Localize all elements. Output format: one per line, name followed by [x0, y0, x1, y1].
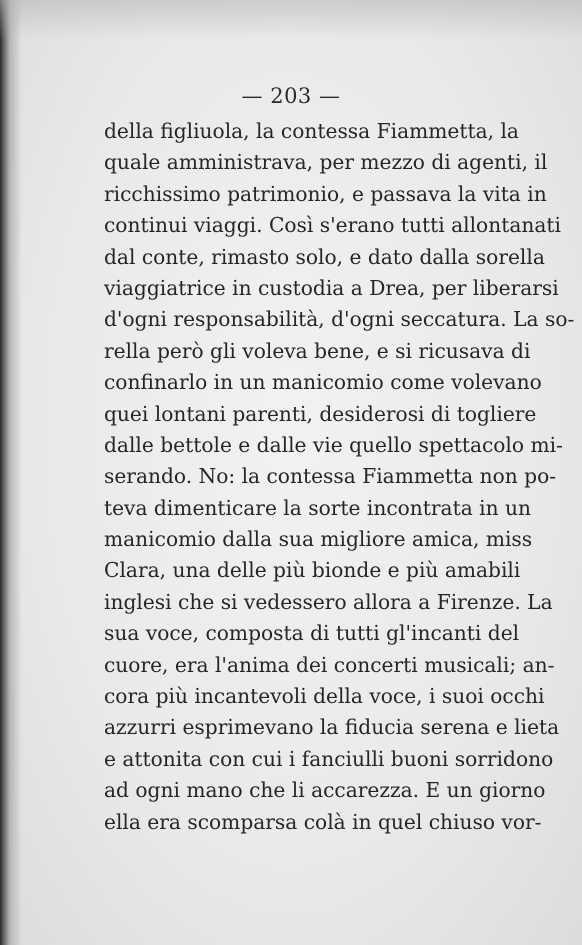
text-line: confinarlo in un manicomio come volevano — [104, 370, 542, 395]
page-top-shadow — [0, 0, 582, 40]
text-line: manicomio dalla sua migliore amica, miss — [104, 527, 533, 552]
text-line: ricchissimo patrimonio, e passava la vita in — [104, 181, 547, 206]
text-line: rella però gli voleva bene, e si ricusava di — [104, 338, 531, 363]
text-line: teva dimenticare la sorte incontrata in un — [104, 495, 532, 520]
text-line: cuore, era l'anima dei concerti musicali; an- — [104, 652, 555, 677]
text-line: cora più incantevoli della voce, i suoi occhi — [104, 684, 545, 709]
text-line: d'ogni responsabilità, d'ogni seccatura. La so- — [104, 307, 575, 332]
text-line: viaggiatrice in custodia a Drea, per liberarsi — [104, 275, 559, 300]
page-number: — 203 — — [241, 84, 341, 108]
text-line: ella era scomparsa colà in quel chiuso vor- — [104, 809, 542, 834]
text-line: quei lontani parenti, desiderosi di togliere — [104, 401, 537, 426]
text-line: quale amministrava, per mezzo di agenti, il — [104, 150, 548, 175]
text-line: inglesi che si vedessero allora a Firenze. La — [104, 589, 553, 614]
text-line: serando. No: la contessa Fiammetta non po- — [104, 464, 557, 489]
text-line: continui viaggi. Così s'erano tutti allontanati — [104, 213, 561, 238]
body-text — [104, 116, 575, 838]
text-line: dal conte, rimasto solo, e dato dalla sorella — [104, 244, 545, 269]
text-line: e attonita con cui i fanciulli buoni sorridono — [104, 746, 554, 771]
text-line: azzurri esprimevano la fiducia serena e lieta — [104, 715, 560, 740]
text-line: ad ogni mano che li accarezza. E un giorno — [104, 778, 546, 803]
text-line: Clara, una delle più bionde e più amabili — [104, 558, 521, 583]
text-line: dalle bettole e dalle vie quello spettacolo mi- — [104, 432, 563, 457]
text-line: sua voce, composta di tutti gl'incanti del — [104, 621, 520, 646]
book-spine-shadow — [0, 0, 22, 945]
text-line: della figliuola, la contessa Fiammetta, la — [104, 119, 519, 143]
